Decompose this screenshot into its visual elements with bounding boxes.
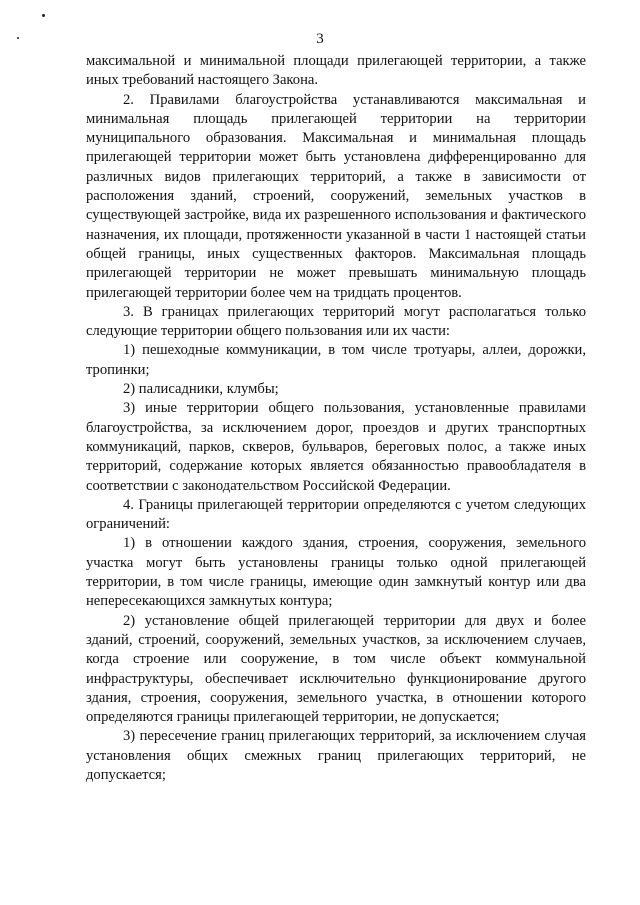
list-item: 1) пешеходные коммуникации, в том числе тротуары, аллеи, дорожки, тропинки;	[86, 342, 586, 378]
list-item: 2) палисадники, клумбы;	[123, 381, 279, 398]
scan-speck	[42, 14, 45, 17]
paragraph: 3. В границах прилегающих территорий могут располагаться только следующие территории общего пользования или их части:	[86, 303, 586, 340]
document-body	[86, 52, 586, 785]
list-item: 1) в отношении каждого здания, строения, сооружения, земельного участка могут быть установлены границы только одной прилегающей территории, в том числе границы, имеющие один замкнутый контур или два непересекающихся замкнутых контура;	[86, 535, 586, 610]
list-item: 3) иные территории общего пользования, установленные правилами благоустройства, за исключением дорог, проездов и других транспортных коммуникаций, парков, скверов, бульваров, береговых полос, а также иных территорий, содержание которых является обязанностью правообладателя в соответствии с законодательством Российской Федерации.	[86, 400, 586, 494]
list-item: 2) установление общей прилегающей территории для двух и более зданий, строений, сооружений, земельных участков, за исключением случаев, когда строение или сооружение, в том числе объект коммунальной инфраструктуры, обеспечивает исключительно функционирование другого здания, строения, сооружения, земельного участка, в отношении которого определяются границы прилегающей территории, не допускается;	[86, 612, 586, 726]
paragraph: 2. Правилами благоустройства устанавливаются максимальная и минимальная площадь прилегающей территории на территории муниципального образования. Максимальная и минимальная площадь прилегающей территории может быть установлена дифференцированно для различных видов прилегающих территорий, а также в зависимости от расположения зданий, строений, сооружений, земельных участков в существующей застройке, вида их разрешенного использования и фактического назначения, их площади, протяженности указанной в части 1 настоящей статьи общей границы, иных существенных факторов. Максимальная площадь прилегающей территории не может превышать минимальную площадь прилегающей территории более чем на тридцать процентов.	[86, 91, 586, 301]
paragraph: 4. Границы прилегающей территории определяются с учетом следующих ограничений:	[86, 496, 586, 533]
list-item: 3) пересечение границ прилегающих территорий, за исключением случая установления общих смежных границ прилегающих территорий, не допускается;	[86, 728, 586, 783]
page-number: 3	[316, 31, 324, 47]
paragraph: максимальной и минимальной площади прилегающей территории, а также иных требований настоящего Закона.	[86, 53, 586, 89]
